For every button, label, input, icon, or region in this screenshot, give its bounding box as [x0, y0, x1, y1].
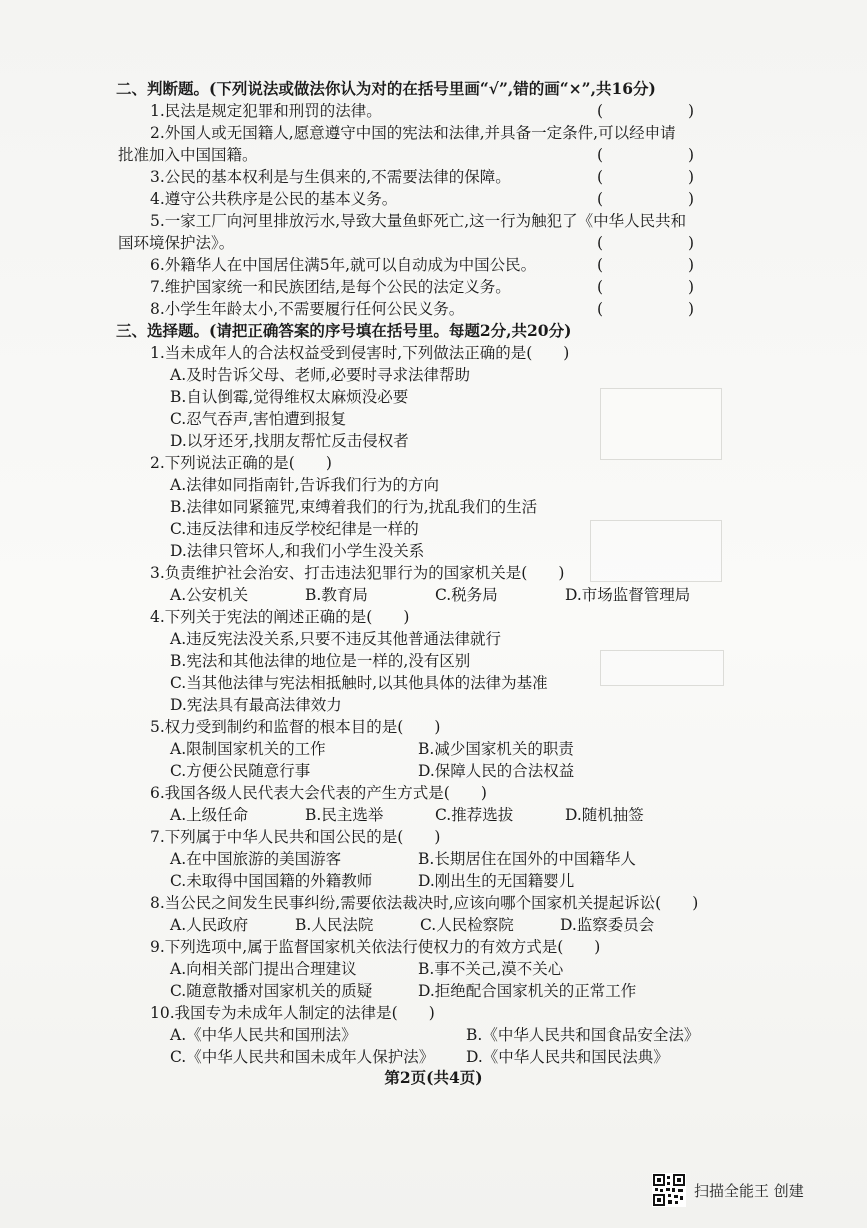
options-row — [118, 760, 728, 782]
option-c[interactable]: C.《中华人民共和国未成年人保护法》 — [170, 1048, 435, 1066]
exam-content — [116, 78, 734, 1068]
question-stem: 9.下列选项中,属于监督国家机关依法行使权力的有效方式是( ) — [150, 938, 601, 956]
option-a[interactable]: A.违反宪法没关系,只要不违反其他普通法律就行 — [170, 630, 502, 648]
answer-paren[interactable]: ( ) — [596, 256, 734, 274]
judge-item-text: 1.民法是规定犯罪和刑罚的法律。 — [150, 102, 382, 120]
options-row — [118, 584, 728, 606]
options-row — [118, 848, 728, 870]
judge-item-5 — [118, 210, 728, 232]
options-row — [118, 738, 728, 760]
option-a[interactable]: A.向相关部门提出合理建议 — [170, 960, 357, 978]
option-c[interactable]: C.违反法律和违反学校纪律是一样的 — [170, 520, 419, 538]
option-d[interactable]: D.以牙还牙,找朋友帮忙反击侵权者 — [170, 432, 409, 450]
judge-item-text: 国环境保护法》。 — [118, 234, 235, 252]
option-b[interactable]: B.宪法和其他法律的地位是一样的,没有区别 — [170, 652, 471, 670]
judge-item-4 — [118, 188, 734, 210]
judge-item-text: 8.小学生年龄太小,不需要履行任何公民义务。 — [150, 300, 465, 318]
options-row — [118, 1024, 728, 1046]
judge-item-text: 4.遵守公共秩序是公民的基本义务。 — [150, 190, 398, 208]
question-stem: 2.下列说法正确的是( ) — [150, 454, 332, 472]
option-c[interactable]: C.忍气吞声,害怕遭到报复 — [170, 410, 347, 428]
answer-paren[interactable]: ( ) — [596, 146, 734, 164]
options-row — [118, 980, 728, 1002]
question-stem: 6.我国各级人民代表大会代表的产生方式是( ) — [150, 784, 487, 802]
answer-paren[interactable]: ( ) — [596, 278, 734, 296]
qr-code-icon — [652, 1173, 686, 1207]
option-b[interactable]: B.民主选举 — [305, 806, 384, 824]
scanner-watermark — [652, 1170, 804, 1210]
option-b[interactable]: B.减少国家机关的职责 — [418, 740, 574, 758]
option-a[interactable]: A.及时告诉父母、老师,必要时寻求法律帮助 — [170, 366, 471, 384]
option-d[interactable]: D.监察委员会 — [560, 916, 655, 934]
option-c[interactable]: C.随意散播对国家机关的质疑 — [170, 982, 373, 1000]
judge-item-text: 2.外国人或无国籍人,愿意遵守中国的宪法和法律,并具备一定条件,可以经申请 — [150, 124, 676, 142]
options-row — [118, 1046, 728, 1068]
option-b[interactable]: B.人民法院 — [295, 916, 374, 934]
answer-paren[interactable]: ( ) — [596, 234, 734, 252]
question-stem: 1.当未成年人的合法权益受到侵害时,下列做法正确的是( ) — [150, 344, 570, 362]
option-b[interactable]: B.教育局 — [305, 586, 368, 604]
options-row — [118, 804, 728, 826]
judge-item-text: 批准加入中国国籍。 — [118, 146, 258, 164]
option-a[interactable]: A.上级任命 — [170, 806, 249, 824]
judge-item-1 — [118, 100, 734, 122]
answer-paren[interactable]: ( ) — [596, 102, 734, 120]
option-b[interactable]: B.事不关己,漠不关心 — [418, 960, 564, 978]
question-stem: 7.下列属于中华人民共和国公民的是( ) — [150, 828, 441, 846]
option-d[interactable]: D.《中华人民共和国民法典》 — [466, 1048, 669, 1066]
section3-heading: 三、选择题。(请把正确答案的序号填在括号里。每题2分,共20分) — [116, 321, 572, 340]
option-a[interactable]: A.限制国家机关的工作 — [170, 740, 326, 758]
judge-item-3 — [118, 166, 734, 188]
judge-item-8 — [118, 298, 734, 320]
scanner-brand-text: 扫描全能王 创建 — [694, 1181, 804, 1200]
option-a[interactable]: A.公安机关 — [170, 586, 249, 604]
section2-heading: 二、判断题。(下列说法或做法你认为对的在括号里画“√”,错的画“×”,共16分) — [116, 79, 656, 98]
option-d[interactable]: D.保障人民的合法权益 — [418, 762, 575, 780]
judge-item-5-cont — [118, 232, 734, 254]
judge-item-text: 5.一家工厂向河里排放污水,导致大量鱼虾死亡,这一行为触犯了《中华人民共和 — [150, 212, 687, 230]
answer-paren[interactable]: ( ) — [596, 168, 734, 186]
question-stem: 4.下列关于宪法的阐述正确的是( ) — [150, 608, 410, 626]
option-b[interactable]: B.长期居住在国外的中国籍华人 — [418, 850, 636, 868]
option-c[interactable]: C.当其他法律与宪法相抵触时,以其他具体的法律为基准 — [170, 674, 548, 692]
judge-item-text: 3.公民的基本权利是与生俱来的,不需要法律的保障。 — [150, 168, 511, 186]
option-b[interactable]: B.自认倒霉,觉得维权太麻烦没必要 — [170, 388, 409, 406]
option-a[interactable]: A.法律如同指南针,告诉我们行为的方向 — [170, 476, 440, 494]
option-c[interactable]: C.人民检察院 — [420, 916, 514, 934]
judge-item-2 — [118, 122, 728, 144]
judge-item-6 — [118, 254, 734, 276]
page-number: 第2页(共4页) — [384, 1068, 483, 1087]
option-c[interactable]: C.税务局 — [435, 586, 498, 604]
question-stem: 5.权力受到制约和监督的根本目的是( ) — [150, 718, 441, 736]
option-d[interactable]: D.刚出生的无国籍婴儿 — [418, 872, 575, 890]
option-d[interactable]: D.拒绝配合国家机关的正常工作 — [418, 982, 637, 1000]
option-c[interactable]: C.未取得中国国籍的外籍教师 — [170, 872, 373, 890]
options-row — [118, 914, 728, 936]
option-a[interactable]: A.人民政府 — [170, 916, 249, 934]
options-row — [118, 958, 728, 980]
option-c[interactable]: C.推荐选拔 — [435, 806, 514, 824]
answer-paren[interactable]: ( ) — [596, 300, 734, 318]
judge-item-7 — [118, 276, 734, 298]
option-d[interactable]: D.宪法具有最高法律效力 — [170, 696, 342, 714]
option-a[interactable]: A.《中华人民共和国刑法》 — [170, 1026, 357, 1044]
judge-item-text: 6.外籍华人在中国居住满5年,就可以自动成为中国公民。 — [150, 256, 537, 274]
option-b[interactable]: B.法律如同紧箍咒,束缚着我们的行为,扰乱我们的生活 — [170, 498, 538, 516]
option-c[interactable]: C.方便公民随意行事 — [170, 762, 311, 780]
option-d[interactable]: D.市场监督管理局 — [565, 586, 691, 604]
judge-item-text: 7.维护国家统一和民族团结,是每个公民的法定义务。 — [150, 278, 511, 296]
answer-paren[interactable]: ( ) — [596, 190, 734, 208]
judge-item-2-cont — [118, 144, 734, 166]
question-stem: 8.当公民之间发生民事纠纷,需要依法裁决时,应该向哪个国家机关提起诉讼( ) — [150, 894, 699, 912]
options-row — [118, 870, 728, 892]
question-stem: 10.我国专为未成年人制定的法律是( ) — [150, 1004, 435, 1022]
option-a[interactable]: A.在中国旅游的美国游客 — [170, 850, 342, 868]
question-stem: 3.负责维护社会治安、打击违法犯罪行为的国家机关是( ) — [150, 564, 565, 582]
option-d[interactable]: D.法律只管坏人,和我们小学生没关系 — [170, 542, 425, 560]
option-b[interactable]: B.《中华人民共和国食品安全法》 — [466, 1026, 700, 1044]
option-d[interactable]: D.随机抽签 — [565, 806, 644, 824]
